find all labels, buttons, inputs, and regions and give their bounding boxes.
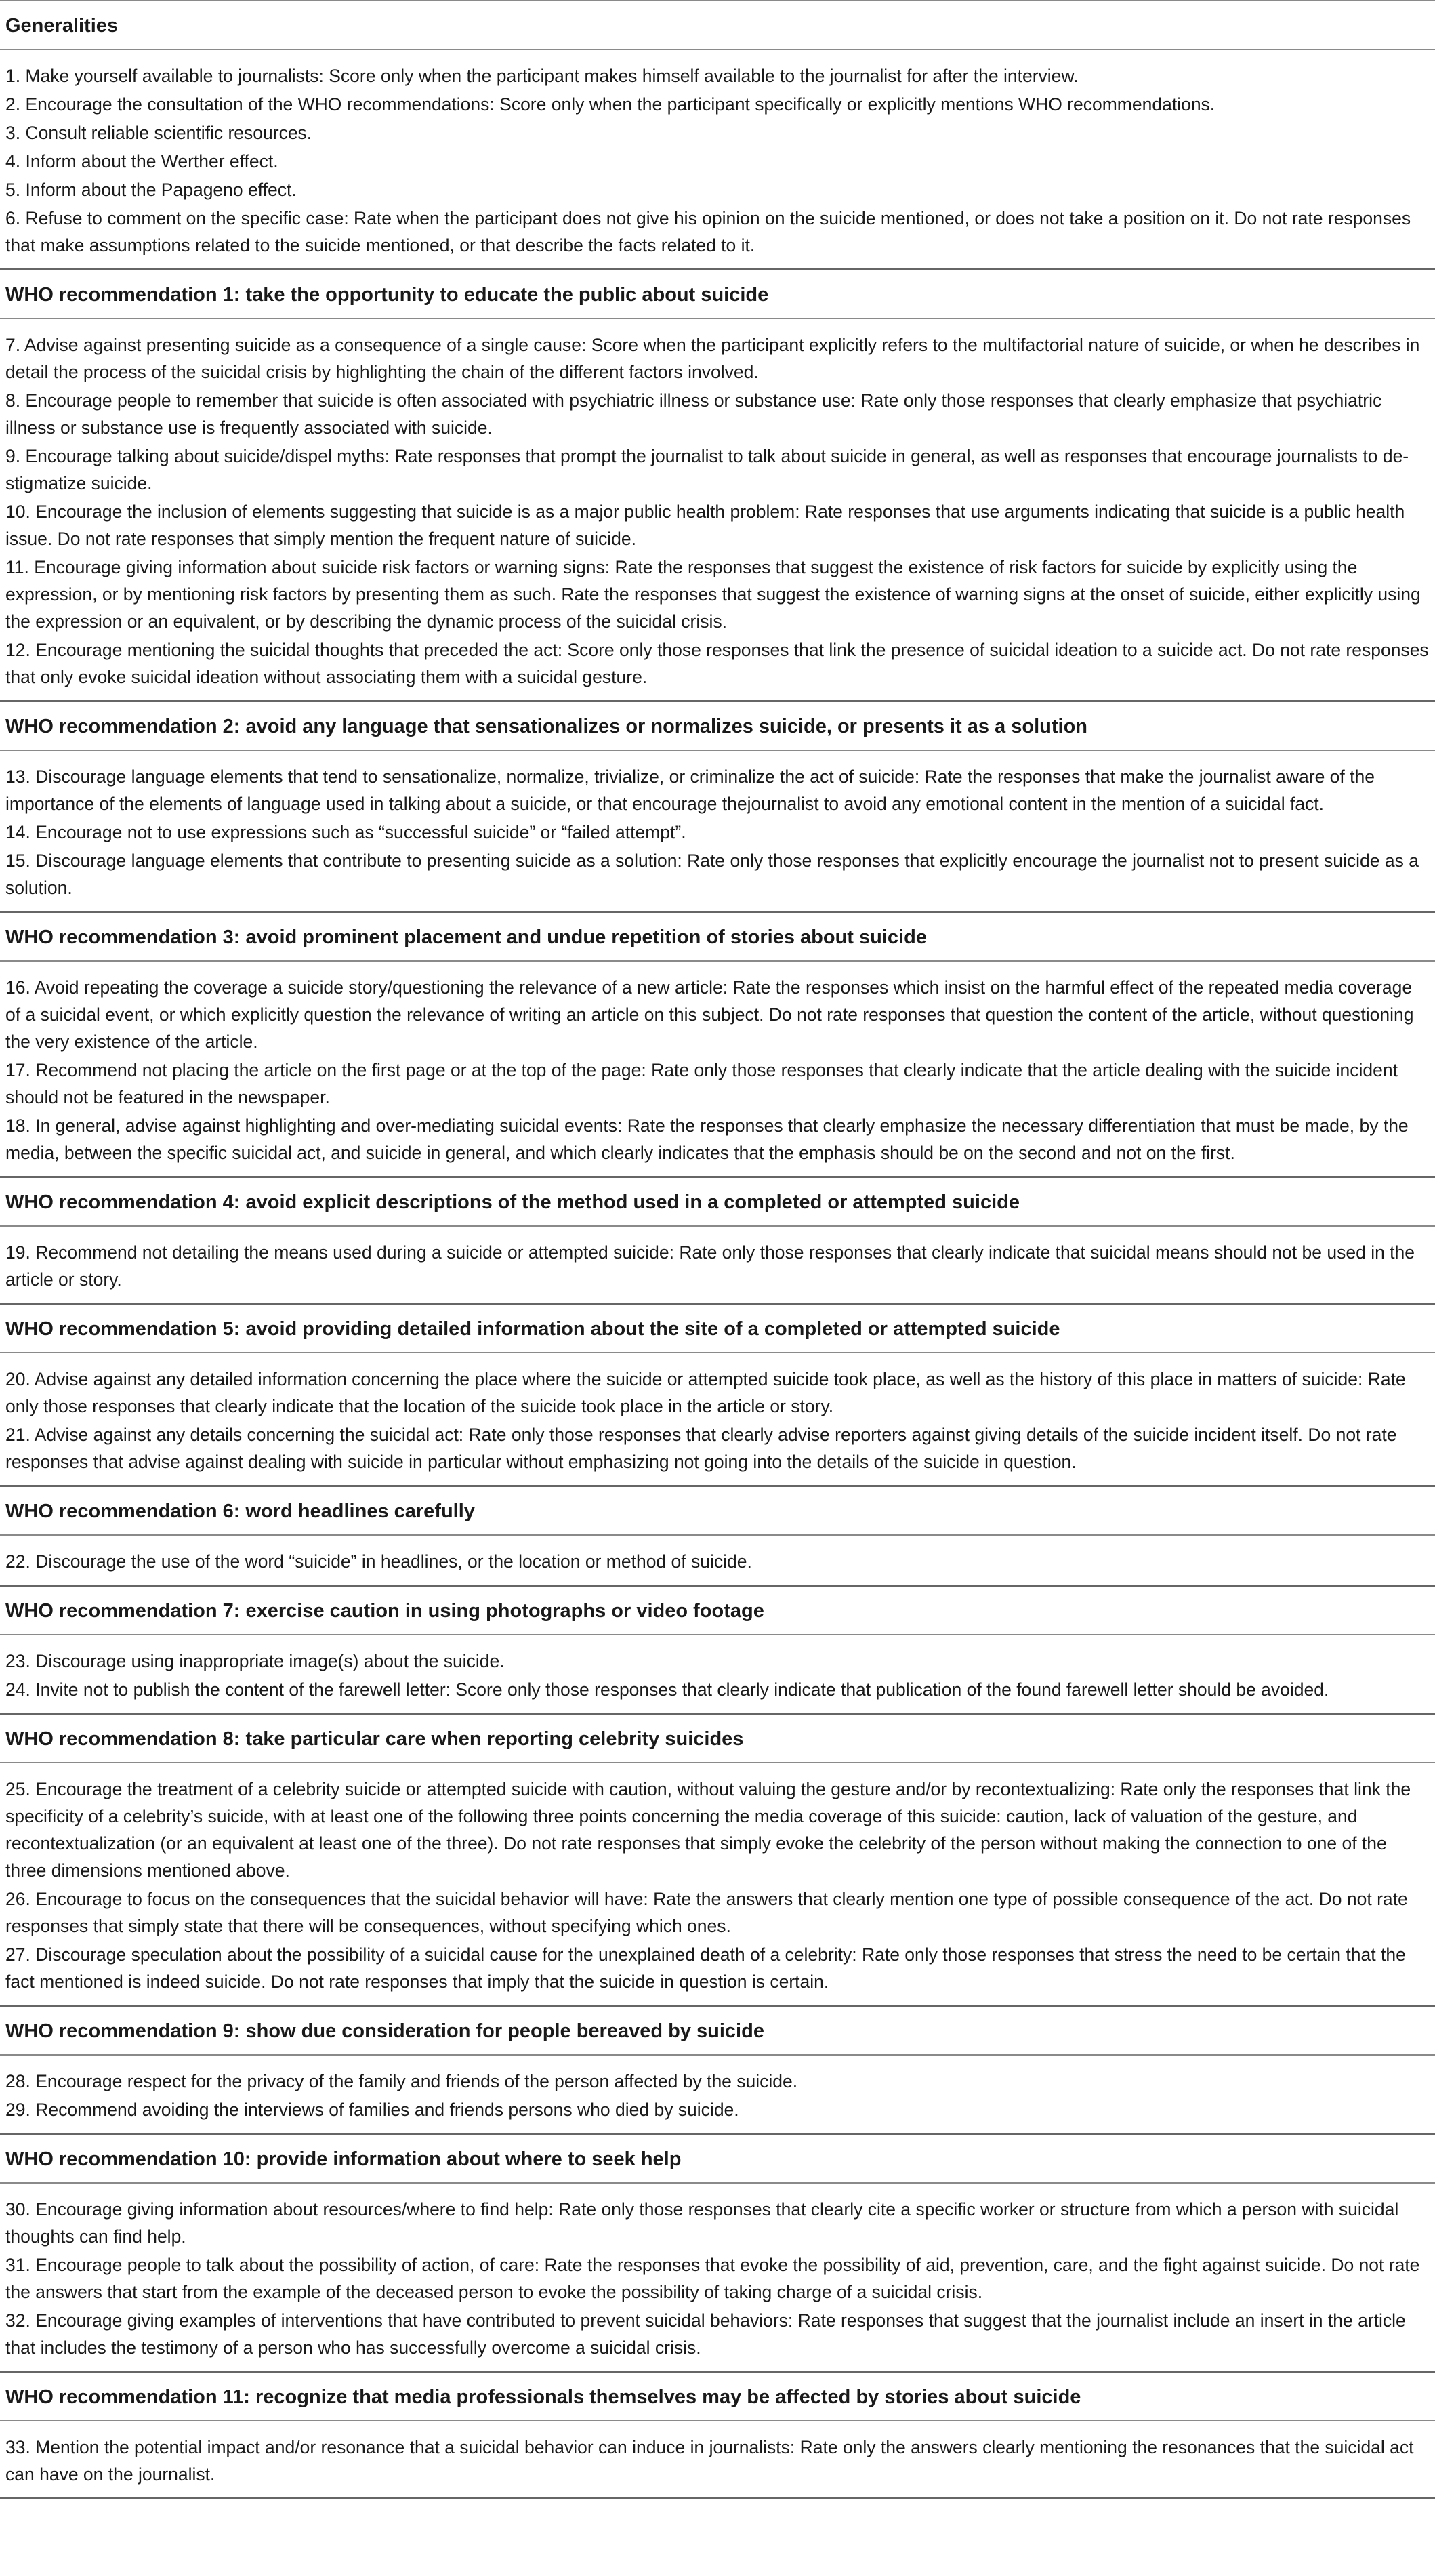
criterion-item: 18. In general, advise against highlighting and over-mediating suicidal events: Rate the responses that clearly emphasize the necessary differentiation that must be made, by the media, between the specific suicidal act, and suicide in general, and which clearly indicates that the emphasis should be on the second and not on the first.	[5, 1116, 1409, 1163]
section-header: Generalities	[0, 1, 1435, 50]
criterion-item: 7. Advise against presenting suicide as a consequence of a single cause: Score when the participant explicitly refers to the multifactorial nature of suicide, or when he describes in detail the process of the suicidal crisis by highlighting the chain of the different factors involved.	[5, 335, 1420, 382]
section-body	[0, 2056, 1435, 2135]
section-header: WHO recommendation 2: avoid any language that sensationalizes or normalizes suicide, or presents it as a solution	[0, 702, 1435, 751]
criterion-item: 11. Encourage giving information about suicide risk factors or warning signs: Rate the responses that suggest the existence of risk factors for suicide by explicitly using the expression, or by mentioning risk factors by presenting them as such. Rate the responses that suggest the existence of warning signs at the onset of suicide, either explicitly using the expression or an equivalent, or by describing the dynamic process of the suicidal crisis.	[5, 557, 1421, 632]
criterion-item: 22. Discourage the use of the word “suicide” in headlines, or the location or method of suicide.	[5, 1551, 752, 1572]
criterion-item: 31. Encourage people to talk about the possibility of action, of care: Rate the responses that evoke the possibility of aid, prevention, care, and the fight against suicide. Do not rate the answers that start from the example of the deceased person to evoke the possibility of taking charge of a suicidal crisis.	[5, 2255, 1420, 2302]
criterion-item: 8. Encourage people to remember that suicide is often associated with psychiatric illness or substance use: Rate only those responses that clearly emphasize that psychiatric illness or substance use is frequently associated with suicide.	[5, 390, 1382, 438]
criterion-item: 14. Encourage not to use expressions such as “successful suicide” or “failed attempt”.	[5, 822, 686, 842]
section-header: WHO recommendation 11: recognize that media professionals themselves may be affected by stories about suicide	[0, 2373, 1435, 2421]
criterion-item: 5. Inform about the Papageno effect.	[5, 180, 297, 200]
section-header: WHO recommendation 10: provide information about where to seek help	[0, 2135, 1435, 2184]
criterion-item: 23. Discourage using inappropriate image(s) about the suicide.	[5, 1651, 505, 1671]
criterion-item: 4. Inform about the Werther effect.	[5, 151, 278, 171]
section-header: WHO recommendation 3: avoid prominent placement and undue repetition of stories about suicide	[0, 913, 1435, 962]
section-header: WHO recommendation 5: avoid providing detailed information about the site of a completed or attempted suicide	[0, 1305, 1435, 1353]
criterion-item: 13. Discourage language elements that tend to sensationalize, normalize, trivialize, or criminalize the act of suicide: Rate the responses that make the journalist aware of the importance of the elements of language used in talking about a suicide, or that encourage thejournalist to avoid any emotional content in the mention of a suicidal fact.	[5, 766, 1375, 814]
section-header: WHO recommendation 6: word headlines carefully	[0, 1487, 1435, 1536]
section-body	[0, 1536, 1435, 1587]
criterion-item: 33. Mention the potential impact and/or resonance that a suicidal behavior can induce in journalists: Rate only the answers clearly mentioning the resonances that the suicidal act can have on the journalist.	[5, 2437, 1414, 2485]
section-body	[0, 1227, 1435, 1305]
criterion-item: 26. Encourage to focus on the consequences that the suicidal behavior will have: Rate the answers that clearly mention one type of possible consequence of the act. Do not rate responses that simply state that there will be consequences, without specifying which ones.	[5, 1889, 1408, 1936]
criterion-item: 27. Discourage speculation about the possibility of a suicidal cause for the unexplained death of a celebrity: Rate only those responses that stress the need to be certain that the fact mentioned is indeed suicide. Do not rate responses that imply that the suicide in question is certain.	[5, 1944, 1406, 1992]
section-body	[0, 50, 1435, 270]
criterion-item: 2. Encourage the consultation of the WHO recommendations: Score only when the participant specifically or explicitly mentions WHO recommendations.	[5, 94, 1215, 115]
section-header: WHO recommendation 4: avoid explicit descriptions of the method used in a completed or attempted suicide	[0, 1178, 1435, 1227]
section-header: WHO recommendation 9: show due consideration for people bereaved by suicide	[0, 2007, 1435, 2056]
criterion-item: 16. Avoid repeating the coverage a suicide story/questioning the relevance of a new article: Rate the responses which insist on the harmful effect of the repeated media coverage of a suicidal event, or which explicitly question the relevance of writing an article on this subject. Do not rate responses that question the content of the article, without questioning the very existence of the article.	[5, 977, 1414, 1052]
criterion-item: 1. Make yourself available to journalists: Score only when the participant makes himself available to the journalist for after the interview.	[5, 66, 1079, 86]
section-header: WHO recommendation 1: take the opportunity to educate the public about suicide	[0, 270, 1435, 319]
criterion-item: 29. Recommend avoiding the interviews of families and friends persons who died by suicide.	[5, 2100, 739, 2120]
section-body	[0, 1763, 1435, 2007]
section-body	[0, 1635, 1435, 1715]
criterion-item: 3. Consult reliable scientific resources.	[5, 123, 312, 143]
criterion-item: 28. Encourage respect for the privacy of the family and friends of the person affected by the suicide.	[5, 2071, 798, 2091]
section-body	[0, 962, 1435, 1178]
criterion-item: 24. Invite not to publish the content of the farewell letter: Score only those responses that clearly indicate that publication of the found farewell letter should be avoided.	[5, 1679, 1329, 1700]
criterion-item: 20. Advise against any detailed information concerning the place where the suicide or attempted suicide took place, as well as the history of this place in matters of suicide: Rate only those responses that clearly indicate that the location of the suicide took place in the article or story.	[5, 1369, 1406, 1416]
section-body	[0, 2421, 1435, 2499]
criterion-item: 6. Refuse to comment on the specific case: Rate when the participant does not give his opinion on the suicide mentioned, or does not take a position on it. Do not rate responses that make assumptions related to the suicide mentioned, or that describe the facts related to it.	[5, 208, 1411, 255]
section-header: WHO recommendation 8: take particular care when reporting celebrity suicides	[0, 1715, 1435, 1763]
section-body	[0, 2184, 1435, 2373]
criterion-item: 15. Discourage language elements that contribute to presenting suicide as a solution: Rate only those responses that explicitly encourage the journalist not to present suicide as a solution.	[5, 851, 1419, 898]
criterion-item: 21. Advise against any details concerning the suicidal act: Rate only those responses that clearly advise reporters against giving details of the suicide incident itself. Do not rate responses that advise against dealing with suicide in particular without emphasizing not going into the details of the suicide in question.	[5, 1425, 1397, 1472]
section-body	[0, 751, 1435, 913]
criterion-item: 10. Encourage the inclusion of elements suggesting that suicide is as a major public health problem: Rate responses that use arguments indicating that suicide is a public health issue. Do not rate responses that simply mention the frequent nature of suicide.	[5, 502, 1405, 549]
criterion-item: 17. Recommend not placing the article on the first page or at the top of the page: Rate only those responses that clearly indicate that the article dealing with the suicide incident should not be featured in the newspaper.	[5, 1060, 1398, 1107]
criterion-item: 32. Encourage giving examples of interventions that have contributed to prevent suicidal behaviors: Rate responses that suggest that the journalist include an insert in the article that includes the testimony of a person who has successfully overcome a suicidal crisis.	[5, 2310, 1406, 2358]
criterion-item: 25. Encourage the treatment of a celebrity suicide or attempted suicide with caution, without valuing the gesture and/or by recontextualizing: Rate only the responses that link the specificity of a celebrity’s suicide, with at least one of the following three points concerning the media coverage of this suicide: caution, lack of valuation of the gesture, and recontextualization (or an equivalent at least one of the three). Do not rate responses that simply evoke the celebrity of the person without making the connection to one of the three dimensions mentioned above.	[5, 1779, 1411, 1881]
criterion-item: 12. Encourage mentioning the suicidal thoughts that preceded the act: Score only those responses that link the presence of suicidal ideation to a suicide act. Do not rate responses that only evoke suicidal ideation without associating them with a suicidal gesture.	[5, 640, 1429, 687]
criterion-item: 30. Encourage giving information about resources/where to find help: Rate only those responses that clearly cite a specific worker or structure from which a person with suicidal thoughts can find help.	[5, 2199, 1399, 2247]
section-header: WHO recommendation 7: exercise caution in using photographs or video footage	[0, 1587, 1435, 1635]
section-body	[0, 319, 1435, 702]
section-body	[0, 1353, 1435, 1487]
criterion-item: 9. Encourage talking about suicide/dispel myths: Rate responses that prompt the journalist to talk about suicide in general, as well as responses that encourage journalists to de-stigmatize suicide.	[5, 446, 1409, 493]
criterion-item: 19. Recommend not detailing the means used during a suicide or attempted suicide: Rate only those responses that clearly indicate that suicidal means should not be used in the article or story.	[5, 1242, 1415, 1290]
